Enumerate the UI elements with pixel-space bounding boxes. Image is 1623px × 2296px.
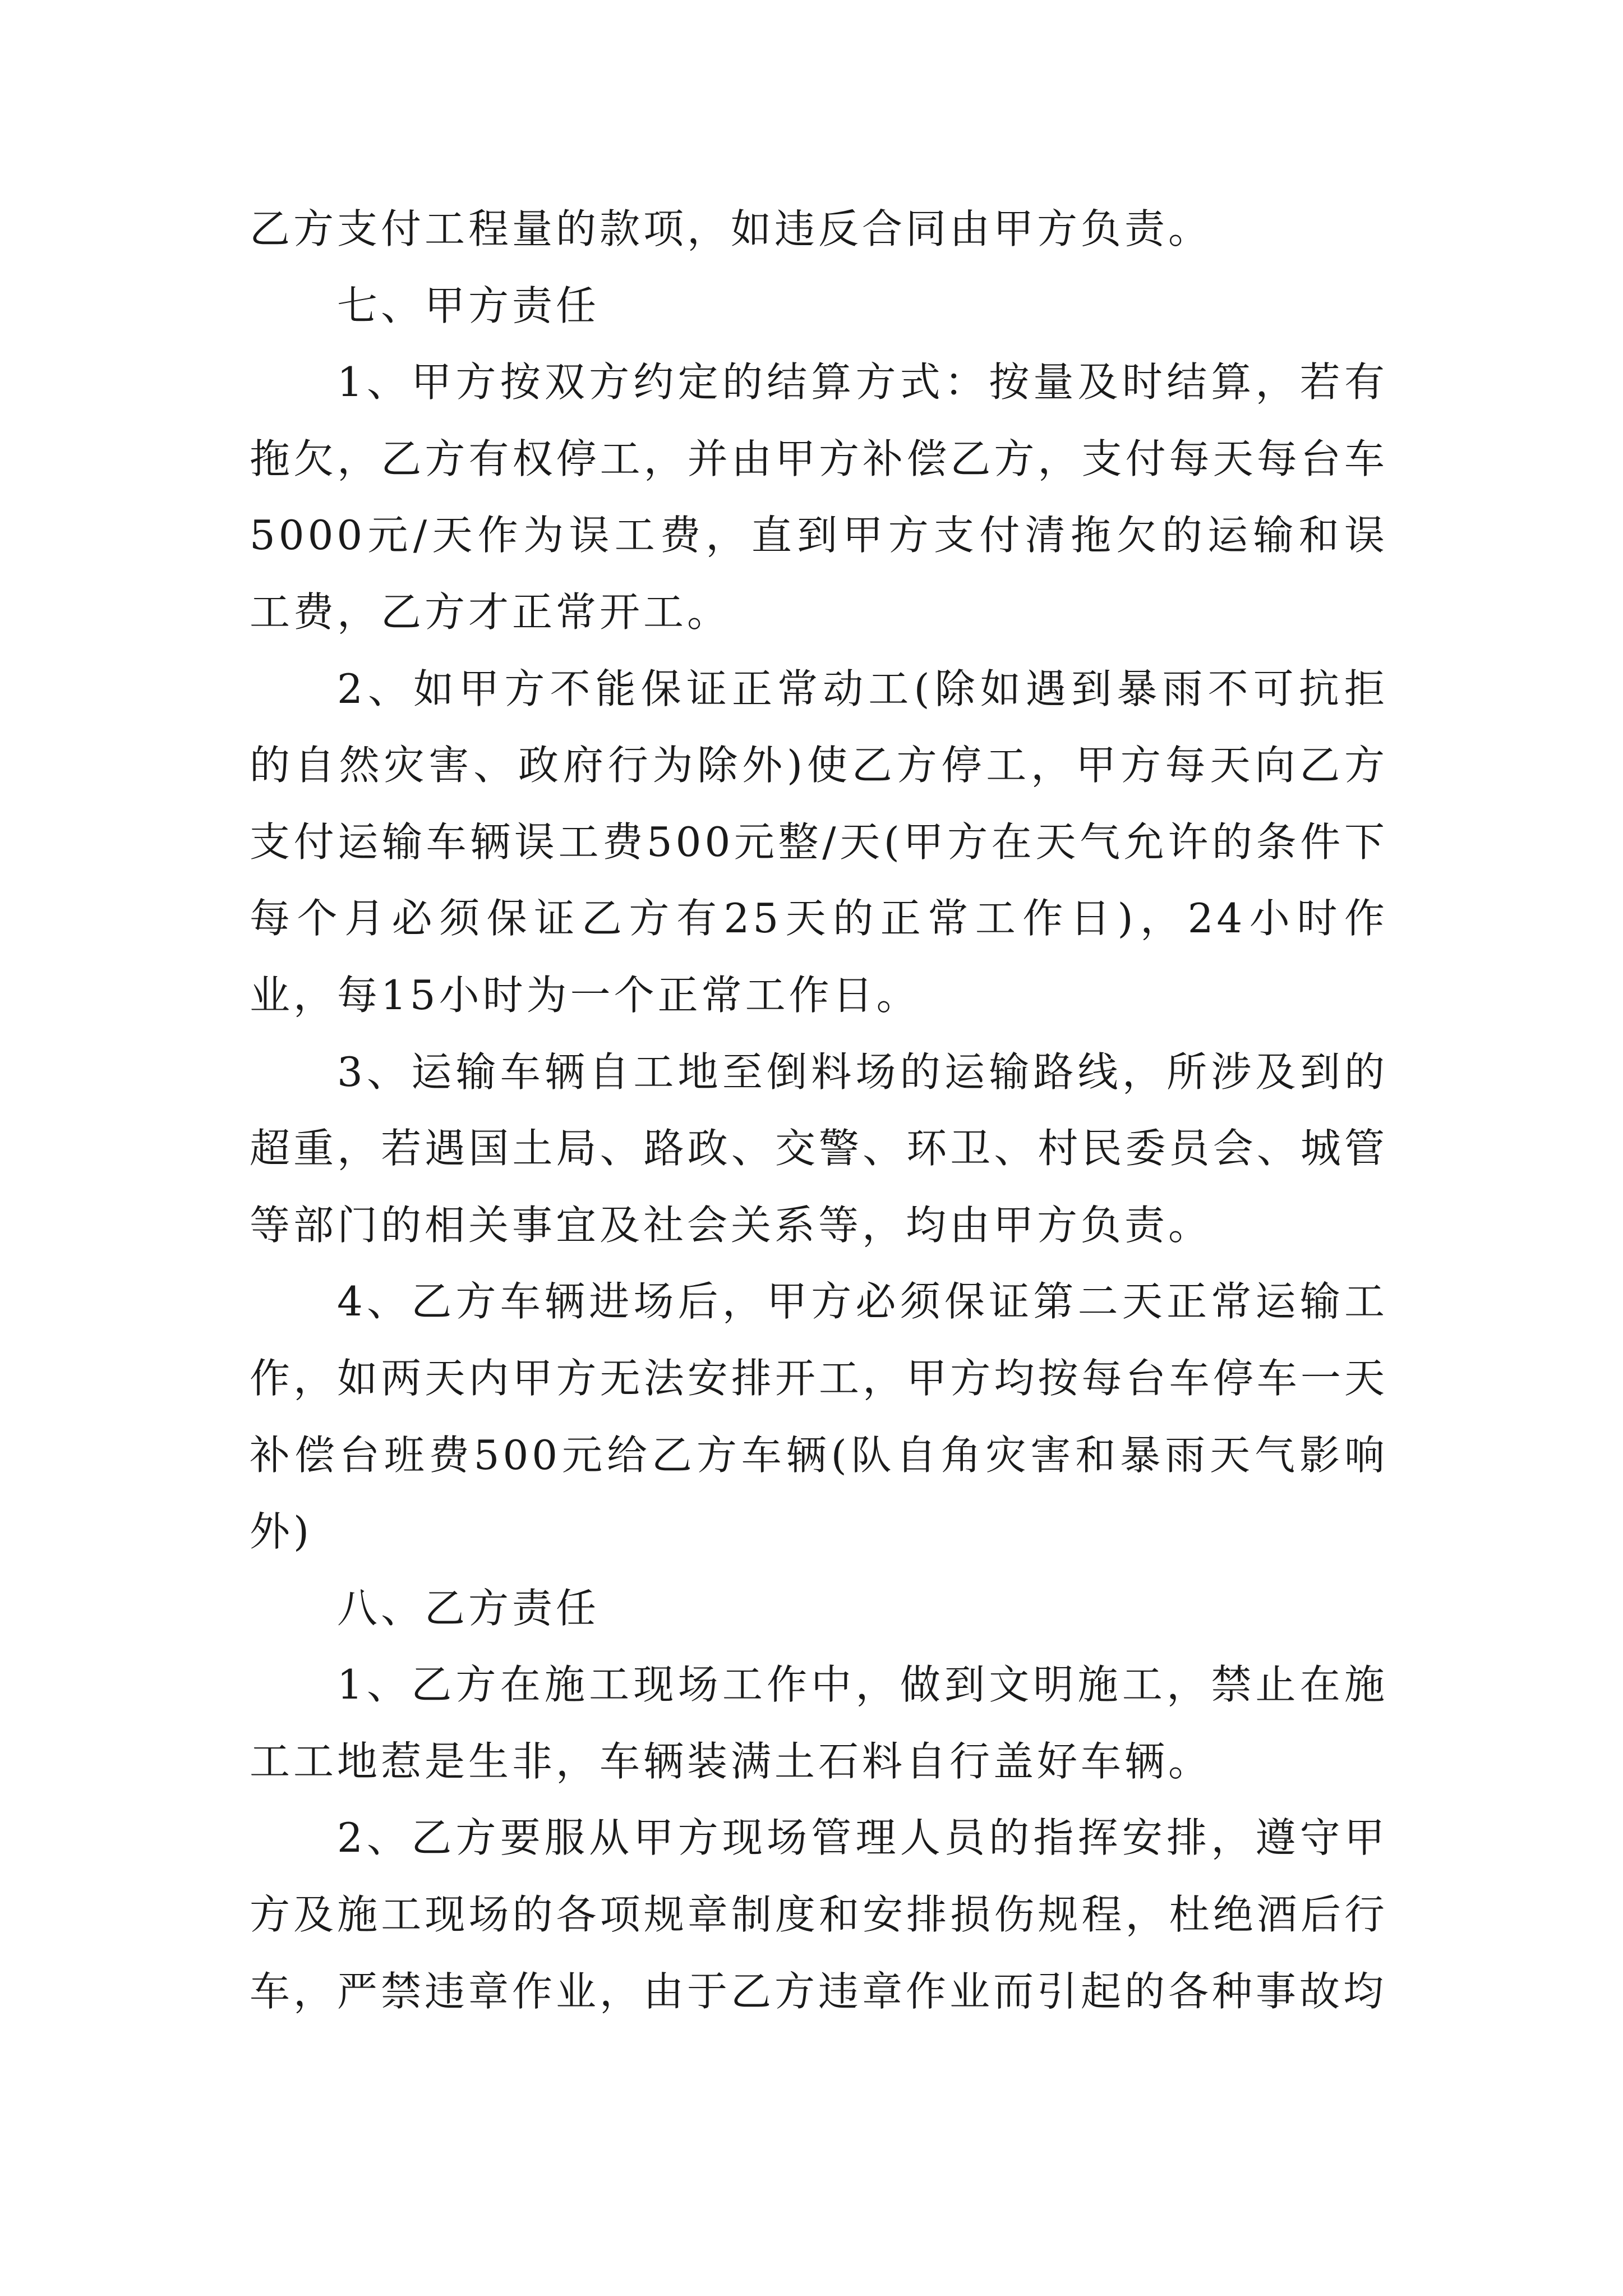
clause-party-a-3: 3、运输车辆自工地至倒料场的运输路线，所涉及到的超重，若遇国土局、路政、交警、环卫、村民委员会、城管等部门的相关事宜及社会关系等，均由甲方负责。 (250, 1048, 1388, 1249)
clause-party-b-2: 2、乙方要服从甲方现场管理人员的指挥安排，遵守甲方及施工现场的各项规章制度和安排损伤规程，杜绝酒后行车，严禁违章作业，由于乙方违章作业而引起的各种事故均 (250, 1814, 1388, 2015)
paragraph-continuation: 乙方支付工程量的款项，如违反合同由甲方负责。 (250, 205, 1212, 252)
section-heading-party-b-responsibilities: 八、乙方责任 (337, 1584, 600, 1632)
clause-party-a-4: 4、乙方车辆进场后，甲方必须保证第二天正常运输工作，如两天内甲方无法安排开工，甲方均按每台车停车一天补偿台班费500元给乙方车辆(队自角灾害和暴雨天气影响外) (250, 1278, 1388, 1556)
clause-party-a-2: 2、如甲方不能保证正常动工(除如遇到暴雨不可抗拒的自然灾害、政府行为除外)使乙方停工，甲方每天向乙方支付运输车辆误工费500元整/天(甲方在天气允许的条件下每个月必须保证乙方有25天的正常工作日)，24小时作业，每15小时为一个正常工作日。 (250, 665, 1388, 1019)
document-body (250, 191, 1388, 2030)
section-heading-party-a-responsibilities: 七、甲方责任 (337, 282, 600, 329)
clause-party-a-1: 1、甲方按双方约定的结算方式：按量及时结算，若有拖欠，乙方有权停工，并由甲方补偿乙方，支付每天每台车5000元/天作为误工费，直到甲方支付清拖欠的运输和误工费，乙方才正常开工。 (250, 358, 1388, 636)
clause-party-b-1: 1、乙方在施工现场工作中，做到文明施工，禁止在施工工地惹是生非，车辆装满土石料自行盖好车辆。 (250, 1661, 1388, 1785)
